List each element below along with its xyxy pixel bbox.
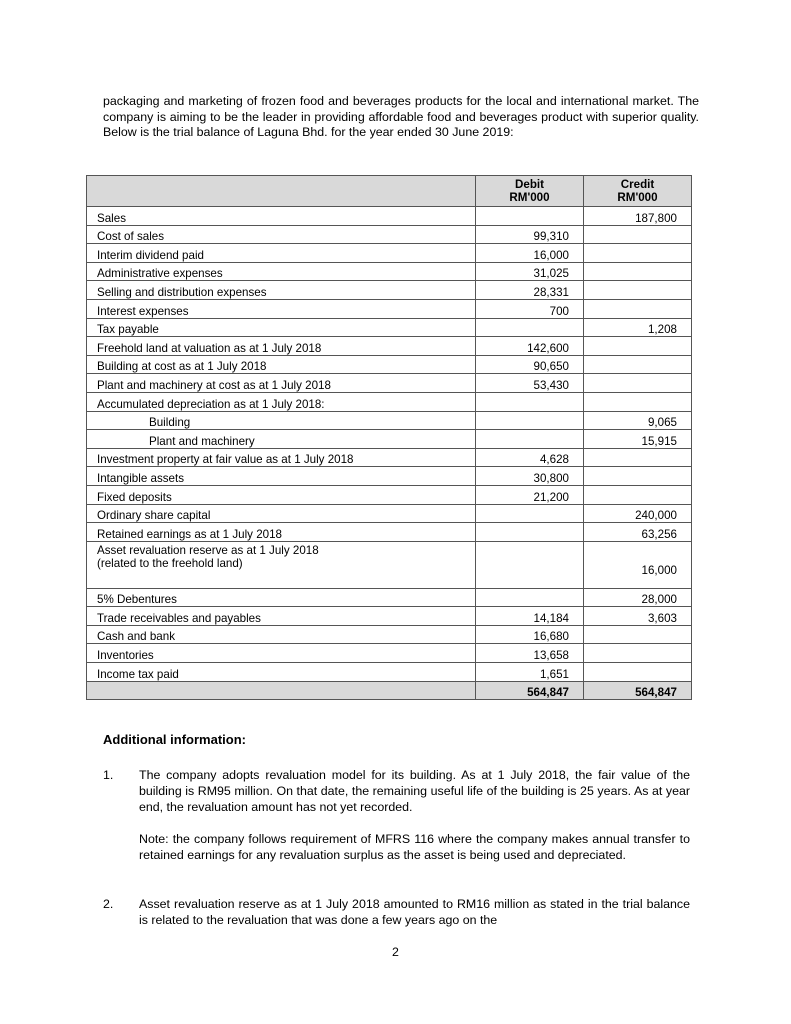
row-debit bbox=[476, 318, 584, 337]
credit-unit: RM'000 bbox=[617, 191, 658, 204]
row-label-text: Fixed deposits bbox=[97, 490, 172, 504]
item-text: The company adopts revaluation model for its building. As at 1 July 2018, the fair value of the building is RM95 million. On that date, the remaining useful life of the building is 25 years. As at year end, the revaluation amount has not yet recorded. bbox=[139, 768, 690, 814]
row-label-text-2: (related to the freehold land) bbox=[97, 556, 243, 570]
total-row bbox=[87, 681, 692, 700]
row-label bbox=[87, 337, 476, 356]
table-row bbox=[87, 588, 692, 607]
row-label-text: Tax payable bbox=[97, 323, 159, 337]
row-label-text: Building at cost as at 1 July 2018 bbox=[97, 360, 267, 374]
row-credit bbox=[584, 392, 692, 411]
row-label-text: Sales bbox=[97, 211, 127, 225]
table-row bbox=[87, 644, 692, 663]
row-label-text: Interest expenses bbox=[97, 304, 189, 318]
row-label bbox=[87, 392, 476, 411]
row-debit bbox=[476, 541, 584, 588]
row-debit bbox=[476, 430, 584, 449]
debit-label: Debit bbox=[515, 178, 544, 191]
row-debit: 1,651 bbox=[476, 663, 584, 682]
row-label bbox=[87, 374, 476, 393]
row-credit bbox=[584, 663, 692, 682]
row-debit: 14,184 bbox=[476, 607, 584, 626]
table-row bbox=[87, 355, 692, 374]
row-debit: 99,310 bbox=[476, 225, 584, 244]
row-label-text: Asset revaluation reserve as at 1 July 2018 bbox=[97, 543, 319, 557]
row-label bbox=[87, 262, 476, 281]
row-debit bbox=[476, 207, 584, 226]
table-row bbox=[87, 318, 692, 337]
row-label bbox=[87, 663, 476, 682]
row-label bbox=[87, 485, 476, 504]
row-label-text: Plant and machinery at cost as at 1 July 2018 bbox=[97, 378, 331, 392]
row-label-text: Trade receivables and payables bbox=[97, 611, 261, 625]
row-label bbox=[87, 541, 476, 588]
row-label bbox=[87, 644, 476, 663]
item-note: Note: the company follows requirement of MFRS 116 where the company makes annual transfer to retained earnings for any revaluation surplus as the asset is being used and depreciated. bbox=[139, 832, 690, 862]
info-item-2 bbox=[103, 896, 690, 928]
row-label-text: Investment property at fair value as at 1 July 2018 bbox=[97, 453, 354, 467]
table-row bbox=[87, 485, 692, 504]
table-row bbox=[87, 504, 692, 523]
row-label-text: Accumulated depreciation as at 1 July 2018: bbox=[97, 397, 325, 411]
row-label-text: Plant and machinery bbox=[149, 434, 255, 448]
table-row bbox=[87, 541, 692, 588]
row-label-text: Interim dividend paid bbox=[97, 248, 204, 262]
item-text: Asset revaluation reserve as at 1 July 2018 amounted to RM16 million as stated in the trial balance is related to the revaluation that was done a few years ago on the bbox=[139, 897, 690, 927]
row-credit bbox=[584, 355, 692, 374]
intro-paragraph: packaging and marketing of frozen food and beverages products for the local and international market. The company is aiming to be the leader in providing affordable food and beverages product with superior quality. Below is the trial balance of Laguna Bhd. for the year ended 30 June 2019: bbox=[103, 94, 699, 139]
table-row bbox=[87, 262, 692, 281]
row-debit: 30,800 bbox=[476, 467, 584, 486]
row-credit bbox=[584, 374, 692, 393]
row-label bbox=[87, 504, 476, 523]
row-credit bbox=[584, 485, 692, 504]
table-row bbox=[87, 374, 692, 393]
row-credit: 63,256 bbox=[584, 523, 692, 542]
table-row bbox=[87, 663, 692, 682]
row-label-text: Building bbox=[149, 416, 191, 430]
row-credit bbox=[584, 299, 692, 318]
row-credit bbox=[584, 225, 692, 244]
row-debit bbox=[476, 392, 584, 411]
table-header-row bbox=[87, 176, 692, 207]
row-credit: 16,000 bbox=[584, 541, 692, 588]
row-credit bbox=[584, 244, 692, 263]
row-label bbox=[87, 318, 476, 337]
row-label bbox=[87, 299, 476, 318]
table-row bbox=[87, 244, 692, 263]
row-label bbox=[87, 625, 476, 644]
row-label-text: Inventories bbox=[97, 649, 154, 663]
page-number: 2 bbox=[392, 945, 399, 959]
row-debit: 16,680 bbox=[476, 625, 584, 644]
total-label bbox=[87, 681, 476, 700]
row-credit: 1,208 bbox=[584, 318, 692, 337]
row-label-text: Cost of sales bbox=[97, 230, 165, 244]
row-label-text: Ordinary share capital bbox=[97, 509, 211, 523]
row-debit: 28,331 bbox=[476, 281, 584, 300]
row-label bbox=[87, 355, 476, 374]
debit-unit: RM'000 bbox=[509, 191, 550, 204]
row-credit bbox=[584, 467, 692, 486]
row-credit: 28,000 bbox=[584, 588, 692, 607]
row-debit: 21,200 bbox=[476, 485, 584, 504]
additional-info-title: Additional information: bbox=[103, 732, 246, 747]
credit-label: Credit bbox=[620, 178, 655, 191]
item-number: 1. bbox=[103, 768, 114, 782]
table-row bbox=[87, 448, 692, 467]
row-label-text: Selling and distribution expenses bbox=[97, 285, 267, 299]
table-row bbox=[87, 523, 692, 542]
header-debit bbox=[476, 176, 584, 207]
row-debit bbox=[476, 411, 584, 430]
total-debit: 564,847 bbox=[476, 681, 584, 700]
header-credit bbox=[584, 176, 692, 207]
table-row bbox=[87, 392, 692, 411]
row-label bbox=[87, 467, 476, 486]
row-label-text: Administrative expenses bbox=[97, 267, 223, 281]
row-credit bbox=[584, 625, 692, 644]
table-row bbox=[87, 607, 692, 626]
table-row bbox=[87, 411, 692, 430]
row-debit bbox=[476, 504, 584, 523]
table-body bbox=[87, 207, 692, 700]
row-label-text: Cash and bank bbox=[97, 630, 175, 644]
row-credit: 15,915 bbox=[584, 430, 692, 449]
row-label bbox=[87, 207, 476, 226]
row-credit bbox=[584, 281, 692, 300]
row-debit: 700 bbox=[476, 299, 584, 318]
table-row bbox=[87, 299, 692, 318]
item-number: 2. bbox=[103, 897, 114, 911]
row-debit: 16,000 bbox=[476, 244, 584, 263]
row-credit: 9,065 bbox=[584, 411, 692, 430]
row-credit bbox=[584, 262, 692, 281]
row-credit bbox=[584, 448, 692, 467]
table-row bbox=[87, 225, 692, 244]
row-debit bbox=[476, 523, 584, 542]
row-label-text: Income tax paid bbox=[97, 667, 179, 681]
row-credit: 3,603 bbox=[584, 607, 692, 626]
row-label bbox=[87, 411, 476, 430]
row-label-text: Intangible assets bbox=[97, 471, 185, 485]
row-label bbox=[87, 523, 476, 542]
table-row bbox=[87, 625, 692, 644]
row-debit: 13,658 bbox=[476, 644, 584, 663]
row-label-text: 5% Debentures bbox=[97, 593, 177, 607]
row-label-text: Freehold land at valuation as at 1 July 2018 bbox=[97, 341, 322, 355]
row-label bbox=[87, 448, 476, 467]
table-row bbox=[87, 430, 692, 449]
row-label bbox=[87, 430, 476, 449]
row-debit bbox=[476, 588, 584, 607]
table-row bbox=[87, 281, 692, 300]
trial-balance-table bbox=[86, 175, 692, 700]
row-credit: 187,800 bbox=[584, 207, 692, 226]
info-item-1 bbox=[103, 767, 690, 863]
row-credit bbox=[584, 644, 692, 663]
row-debit: 4,628 bbox=[476, 448, 584, 467]
row-debit: 53,430 bbox=[476, 374, 584, 393]
row-credit: 240,000 bbox=[584, 504, 692, 523]
row-credit bbox=[584, 337, 692, 356]
table-row bbox=[87, 337, 692, 356]
row-label bbox=[87, 588, 476, 607]
row-label bbox=[87, 225, 476, 244]
row-label bbox=[87, 244, 476, 263]
total-credit: 564,847 bbox=[584, 681, 692, 700]
row-label bbox=[87, 281, 476, 300]
table-row bbox=[87, 207, 692, 226]
header-description bbox=[87, 176, 476, 207]
row-debit: 31,025 bbox=[476, 262, 584, 281]
row-debit: 90,650 bbox=[476, 355, 584, 374]
row-debit: 142,600 bbox=[476, 337, 584, 356]
row-label bbox=[87, 607, 476, 626]
table-row bbox=[87, 467, 692, 486]
row-label-text: Retained earnings as at 1 July 2018 bbox=[97, 527, 282, 541]
